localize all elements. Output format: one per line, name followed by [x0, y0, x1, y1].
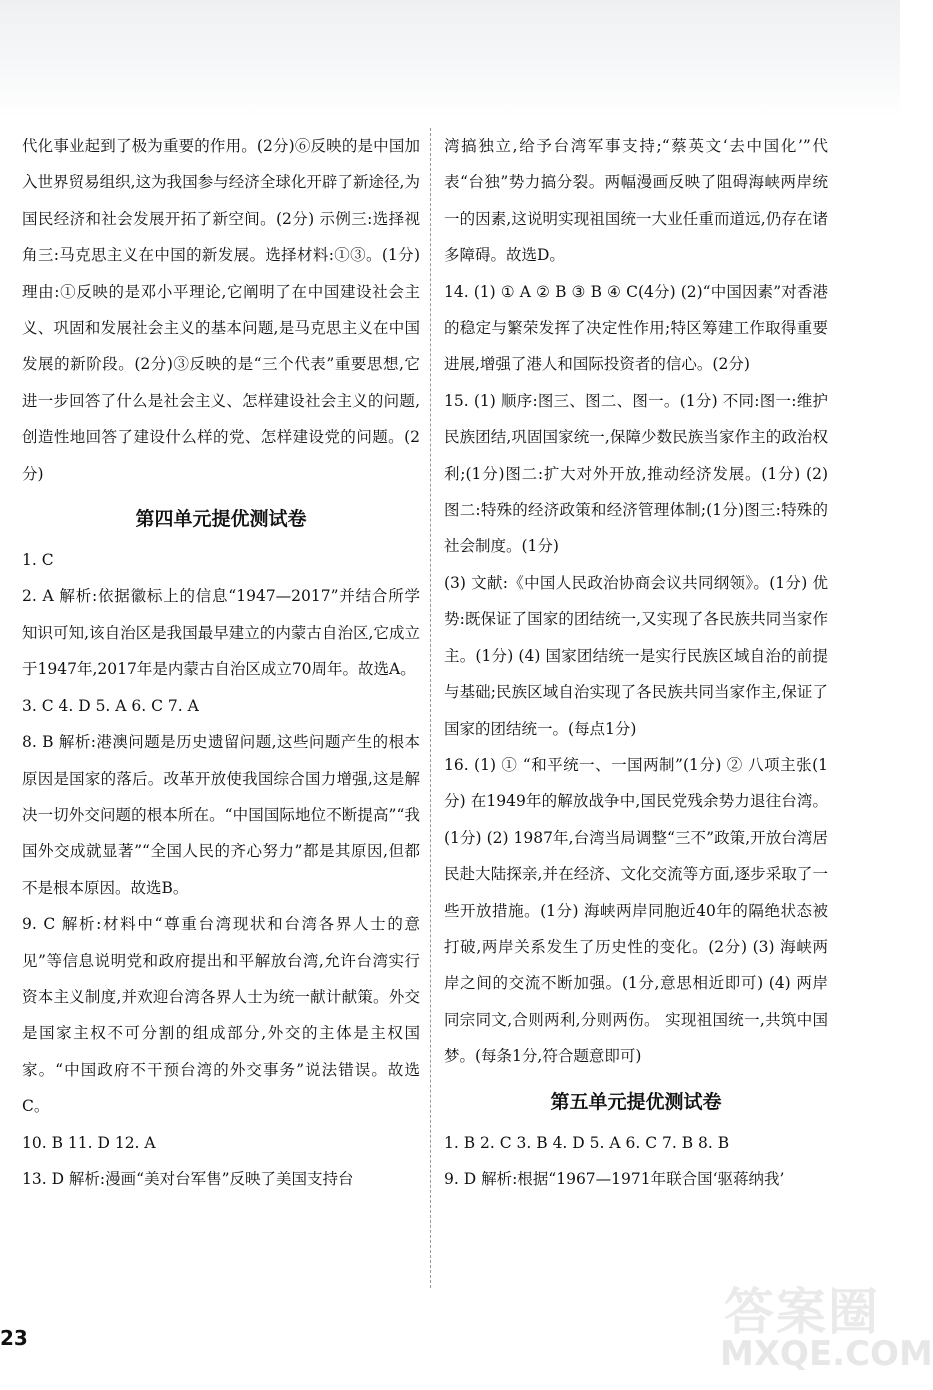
section-title-unit4: 第四单元提优测试卷 — [135, 508, 307, 531]
column-divider — [430, 128, 431, 1288]
answer-15: 15. (1) 顺序:图三、图二、图一。(1分) 不同:图一:维护民族团结,巩固国家统一,保障少数民族当家作主的政治权利;(1分)图二:扩大对外开放,推动经济发展。(1分) (2) 图二:特殊的经济政策和经济管理体制;(1分)图三:特殊的社会制度。(1分) — [444, 391, 828, 556]
answer-8: 8. B 解析:港澳问题是历史遗留问题,这些问题产生的根本原因是国家的落后。改革开放使我国综合国力增强,这是解决一切外交问题的根本所在。“中国国际地位不断提高”“我国外交成就显著”“全国人民的齐心努力”都是其原因,但都不是根本原因。故选B。 — [22, 733, 420, 897]
answer-unit5-9: 9. D 解析:根据“1967—1971年联合国‘驱蒋纳我’ — [444, 1169, 785, 1188]
answer-paragraph: 代化事业起到了极为重要的作用。(2分)⑥反映的是中国加入世界贸易组织,这为我国参与经济全球化开辟了新途径,为国民经济和社会发展开拓了新空间。(2分) 示例三:选择视角三:马克思主义在中国的新发展。选择材料:①③。(1分)理由:①反映的是邓小平理论,它阐明了在中国建设社会主义、巩固和发展社会主义的基本问题,是马克思主义在中国发展的新阶段。(2分)③反映的是“三个代表”重要思想,它进一步回答了什么是社会主义、怎样建设社会主义的问题,创造性地回答了建设什么样的党、怎样建设党的问题。(2分) — [22, 137, 420, 483]
section-title-unit5: 第五单元提优测试卷 — [550, 1090, 722, 1113]
watermark-url: MXQE.COM — [720, 1334, 933, 1374]
answers-3-7: 3. C 4. D 5. A 6. C 7. A — [22, 696, 199, 715]
answer-15-part2: (3) 文献:《中国人民政治协商会议共同纲领》。(1分) 优势:既保证了国家的团结统一,又实现了各民族共同当家作主。(1分) (4) 国家团结统一是实行民族区域自治的前提与基础;民族区域自治实现了各民族共同当家作主,保证了国家的团结统一。(每点1分) — [444, 573, 828, 738]
answer-1: 1. C — [22, 551, 54, 570]
right-column — [444, 128, 828, 1197]
answer-14: 14. (1) ① A ② B ③ B ④ C(4分) (2)“中国因素”对香港的稳定与繁荣发挥了决定性作用;特区筹建工作取得重要进展,增强了港人和国际投资者的信心。(2分) — [444, 282, 828, 374]
page-number: 23 — [0, 1326, 28, 1350]
answers-unit5-1-8: 1. B 2. C 3. B 4. D 5. A 6. C 7. B 8. B — [444, 1133, 730, 1152]
answer-13: 13. D 解析:漫画“美对台军售”反映了美国支持台 — [22, 1169, 354, 1188]
left-column — [22, 128, 420, 1197]
watermark-text: 答案圈 — [724, 1283, 880, 1341]
answer-16: 16. (1) ① “和平统一、一国两制”(1分) ② 八项主张(1分) 在1949年的解放战争中,国民党残余势力退往台湾。(1分) (2) 1987年,台湾当局调整“三不”政策,开放台湾居民赴大陆探亲,并在经济、文化交流等方面,逐步采取了一些开放措施。(1分) 海峡两岸同胞近40年的隔绝状态被打破,两岸关系发生了历史性的变化。(2分) (3) 海峡两岸之间的交流不断加强。(1分,意思相近即可) (4) 两岸同宗同文,合则两利,分则两伤。 实现祖国统一,共筑中国梦。(每条1分,符合题意即可) — [444, 755, 828, 1066]
answers-10-12: 10. B 11. D 12. A — [22, 1133, 156, 1152]
answer-13-continued: 湾搞独立,给予台湾军事支持;“蔡英文‘去中国化’”代表“台独”势力搞分裂。两幅漫画反映了阻碍海峡两岸统一的因素,这说明实现祖国统一大业任重而道远,仍存在诸多障碍。故选D。 — [444, 137, 828, 265]
watermark-logo — [714, 1270, 933, 1386]
scan-top-band — [0, 0, 900, 118]
answer-2: 2. A 解析:依据徽标上的信息“1947—2017”并结合所学知识可知,该自治区是我国最早建立的内蒙古自治区,它成立于1947年,2017年是内蒙古自治区成立70周年。故选A。 — [22, 587, 420, 679]
answer-9: 9. C 解析:材料中“尊重台湾现状和台湾各界人士的意见”等信息说明党和政府提出和平解放台湾,允许台湾实行资本主义制度,并欢迎台湾各界人士为统一献计献策。外交是国家主权不可分割的组成部分,外交的主体是主权国家。“中国政府不干预台湾的外交事务”说法错误。故选C。 — [22, 915, 420, 1116]
